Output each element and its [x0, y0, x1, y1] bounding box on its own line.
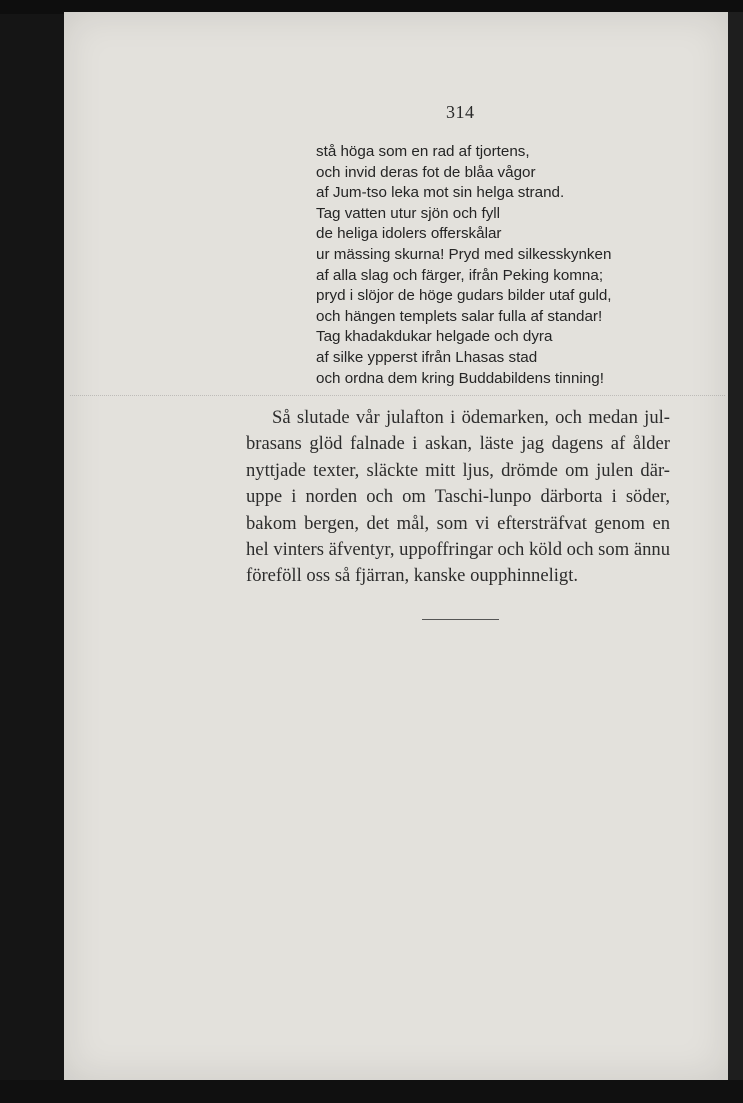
poem-line: och hängen templets salar fulla af standar! — [316, 307, 603, 325]
prose-line: Så slutade vår julafton i ödemarken, och medan jul- — [272, 407, 670, 428]
poem-line: af silke ypperst ifrån Lhasas stad — [316, 348, 538, 366]
section-divider-rule — [422, 619, 499, 620]
poem-block — [316, 142, 646, 389]
poem-line: af alla slag och färger, ifrån Peking komna; — [316, 266, 604, 284]
prose-line: bakom bergen, det mål, som vi eftersträfvat genom en — [246, 512, 670, 534]
poem-line: pryd i slöjor de höge gudars bilder utaf guld, — [316, 287, 612, 305]
scan-bottom-edge — [0, 1080, 743, 1103]
prose-line: uppe i norden och om Taschi-lunpo därborta i söder, — [246, 486, 670, 508]
faint-dotted-line — [70, 395, 725, 396]
prose-line: föreföll oss så fjärran, kanske oupphinneligt. — [246, 565, 579, 587]
poem-line: Tag khadakdukar helgade och dyra — [316, 328, 553, 346]
poem-line: och invid deras fot de blåa vågor — [316, 163, 536, 181]
poem-line: ur mässing skurna! Pryd med silkesskynken — [316, 245, 612, 263]
poem-line: af Jum-tso leka mot sin helga strand. — [316, 184, 565, 202]
prose-line: nyttjade texter, släckte mitt ljus, drömde om julen där- — [246, 459, 670, 481]
prose-line: brasans glöd falnade i askan, läste jag dagens af ålder — [246, 433, 670, 455]
prose-line: hel vinters äfventyr, uppoffringar och köld och som ännu — [246, 539, 670, 561]
scan-right-edge — [728, 12, 743, 1103]
poem-line: de heliga idolers offerskålar — [316, 225, 502, 243]
poem-line: och ordna dem kring Buddabildens tinning! — [316, 369, 604, 387]
page-number: 314 — [446, 102, 475, 122]
poem-line: Tag vatten utur sjön och fyll — [316, 204, 501, 222]
prose-paragraph — [246, 405, 670, 590]
poem-line: stå höga som en rad af tjortens, — [316, 143, 530, 160]
